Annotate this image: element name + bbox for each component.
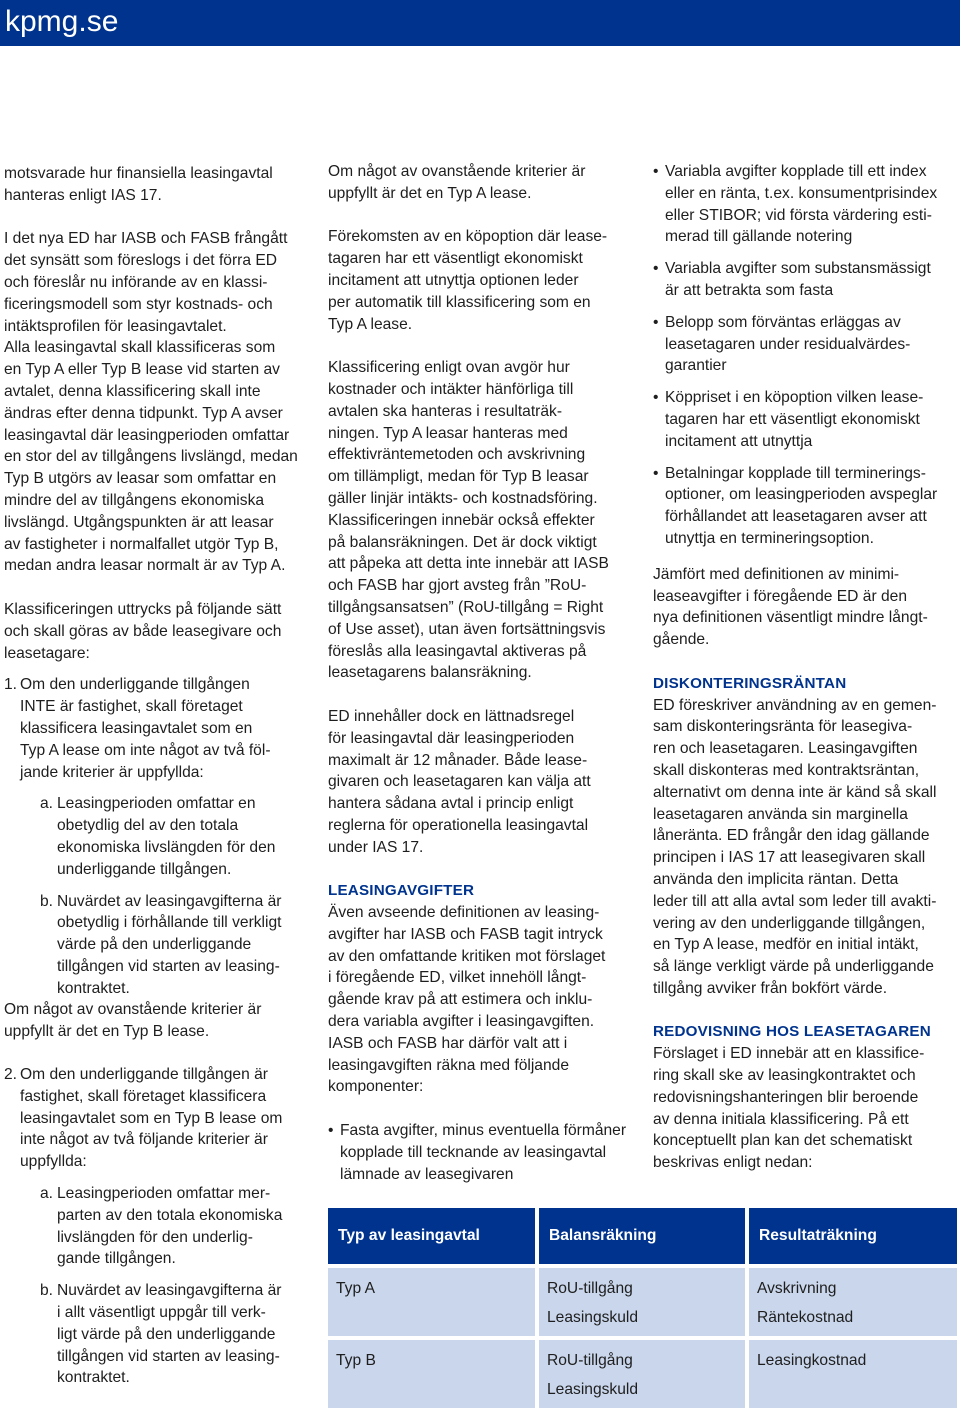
bullet-item (653, 312, 958, 377)
table-header-cell: Resultaträkning (747, 1208, 957, 1266)
sublist-text: Leasingperioden omfattar en obetydlig del av den totala ekonomiska livslängden för den underliggande tillgången. (57, 795, 276, 878)
header-bar (0, 0, 960, 46)
list-item-1a (40, 793, 308, 880)
bullet-icon: • (653, 389, 659, 407)
column-1 (4, 163, 308, 1389)
sublist-text: Nuvärdet av leasingavgifterna är i allt väsentligt uppgår till verk- ligt värde på den underliggande tillgången vid starten av leasing- kontraktet. (57, 1282, 282, 1387)
bullet-icon: • (328, 1122, 334, 1140)
lease-type-table (328, 1208, 957, 1408)
col2-paragraph-5: Även avseende definitionen av leasing- avgifter har IASB och FASB tagit intryck av den omfattande kritiken mot förslaget i föregående ED, vilket innehöll långt- gående krav på att estimera och inklu- dera variabla avgifter i leasingavgiften. IASB och FASB har därför valt att i leasingavgiften räkna med följande komponenter: (328, 904, 606, 1096)
col1-paragraph-3: Klassificeringen uttrycks på följande sätt och skall göras av både leasegivare och leasetagare: (4, 600, 282, 662)
table-cell: Typ B (328, 1338, 537, 1408)
bullet-item (653, 161, 958, 248)
sublist-letter: a. (40, 795, 54, 813)
table-cell: Avskrivning Räntekostnad (747, 1266, 957, 1338)
list-item-text: Om den underliggande tillgången INTE är fastighet, skall företaget klassificera leasingavtalet som en Typ A lease om inte något av två föl- jande kriterier är uppfyllda: (20, 676, 271, 781)
column-2 (328, 161, 633, 1185)
table-row (328, 1266, 957, 1338)
bullet-text: Fasta avgifter, minus eventuella förmåner kopplade till tecknande av leasingavtal lämnade av leasegivaren (340, 1122, 627, 1183)
bullet-item (328, 1120, 633, 1185)
col3-bullet-list (653, 161, 958, 550)
col2-paragraph-3: Klassificering enligt ovan avgör hur kostnader och intäkter hänförliga till avtalen ska hanteras i resultaträk- ningen. Typ A leasar hanteras med effektivräntemetoden och avskrivning om tillämpligt, medan för Typ B leasar gäller linjär intäkts- och kostnadsföring. Klassificeringen innebär också effekter på balansräkningen. Det är dock viktigt att påpeka att detta inte innebär att IASB och FASB har gjort avsteg från ”RoU- tillgångsansatsen” (RoU-tillgång = Right of Use asset), utan även fortsättningsvis föreslås alla leasingavtal aktiveras på leasetagarens balansräkning. (328, 359, 609, 682)
col3-paragraph-3: Förslaget i ED innebär att en klassifice- ring skall ske av leasingkontraktet och redovisningshanteringen blir beroende av denna initiala klassificering. På ett konceptuellt plan kan det schematiskt beskrivas enligt nedan: (653, 1045, 925, 1172)
sublist-text: Leasingperioden omfattar mer- parten av den totala ekonomiska livslängden för den underlig- gande tillgången. (57, 1185, 283, 1268)
table-cell: Leasingkostnad (747, 1338, 957, 1408)
sublist-letter: b. (40, 892, 54, 910)
table-row (328, 1338, 957, 1408)
col1-paragraph-2: I det nya ED har IASB och FASB frångått det synsätt som föreslogs i det förra ED och föreslår nu införande av en klassi- ficeringsmodell som styr kostnads- och intäktsprofilen för leasingavtalet. Alla leasingavtal skall klassificeras som en Typ A eller Typ B lease vid starten av avtalet, denna klassificering skall inte ändras efter denna tidpunkt. Typ A avser leasingavtal där leasingperioden omfattar en stor del av tillgångens livslängd, medan Typ B utgörs av leasar som omfattar en mindre del av tillgångens ekonomiska livslängd. Utgångspunkten är att leasar av fastigheter i normalfallet utgör Typ B, medan andra leasar normalt är av Typ A. (4, 230, 298, 575)
list-item-1b (40, 891, 308, 1000)
table-cell: RoU-tillgång Leasingskuld (537, 1338, 747, 1408)
bullet-item (653, 387, 958, 452)
bullet-text: Belopp som förväntas erläggas av leasetagaren under residualvärdes- garantier (665, 313, 911, 375)
section-heading-diskonteringsrantan: DISKONTERINGSRÄNTAN (653, 674, 847, 692)
col2-paragraph-2: Förekomsten av en köpoption där lease- tagaren har ett väsentligt ekonomiskt incitament att utnyttja optionen leder per automatik till klassificering som en Typ A lease. (328, 228, 608, 333)
list-item-2a (40, 1183, 308, 1270)
bullet-icon: • (653, 464, 659, 482)
sublist-letter: b. (40, 1282, 54, 1300)
column-3 (653, 161, 958, 1174)
list-number: 1. (4, 676, 18, 694)
bullet-text: Betalningar kopplade till terminerings- optioner, om leasingperioden avspeglar förhållandet att leasetagaren avser att utnyttja en termineringsoption. (665, 464, 938, 547)
table-header-row (328, 1208, 957, 1266)
sublist-letter: a. (40, 1185, 54, 1203)
bullet-item (653, 258, 958, 302)
bullet-icon: • (653, 260, 659, 278)
table-header-cell: Balansräkning (537, 1208, 747, 1266)
site-name[interactable]: kpmg.se (5, 5, 119, 38)
section-heading-leasingavgifter: LEASINGAVGIFTER (328, 882, 475, 900)
list-item-1 (4, 674, 308, 783)
list-item-2b (40, 1280, 308, 1389)
bullet-text: Köppriset i en köpoption vilken lease- tagaren har ett väsentligt ekonomiskt incitament att utnyttja (665, 389, 924, 450)
col2-paragraph-4: ED innehåller dock en lättnadsregel för leasingavtal där leasingperioden maximalt är 12 månader. Både lease- givaren och leasetagaren kan välja att hantera sådana avtal i princip enligt reglerna för operationella leasingavtal under IAS 17. (328, 707, 591, 856)
bullet-text: Variabla avgifter som substansmässigt är att betrakta som fasta (665, 260, 931, 299)
bullet-text: Variabla avgifter kopplade till ett index eller en ränta, t.ex. konsumentprisindex eller STIBOR; vid första värdering esti- merad till gällande notering (665, 163, 938, 246)
col3-paragraph-1: Jämfört med definitionen av minimi- leaseavgifter i föregående ED är den nya definitionen väsentligt mindre långt- gående. (653, 565, 928, 649)
table-cell: Typ A (328, 1266, 537, 1338)
col2-paragraph-1: Om något av ovanstående kriterier är uppfyllt är det en Typ A lease. (328, 163, 586, 202)
table-header-cell: Typ av leasingavtal (328, 1208, 537, 1266)
sublist-text: Nuvärdet av leasingavgifterna är obetydlig i förhållande till verkligt värde på den underliggande tillgången vid starten av leasing- kontraktet. (57, 892, 282, 997)
col1-after-item-1: Om något av ovanstående kriterier är uppfyllt är det en Typ B lease. (4, 1001, 262, 1041)
bullet-item (653, 463, 958, 550)
col3-paragraph-2: ED föreskriver användning av en gemen- sam diskonteringsränta för leasegiva- ren och leasetagaren. Leasingavgiften skall diskonteras med kontraktsräntan, alternativt om denna inte är känd så skall leasetagaren använda sin marginella låneränta. ED frångår den idag gällande principen i IAS 17 att leasegivaren skall använda den implicita räntan. Detta leder till att alla avtal som leder till avakti- vering av den underliggande tillgången, en Typ A lease, medför en initial intäkt, så länge verkligt värde på underliggande tillgång avviker från bokfört värde. (653, 696, 937, 997)
list-item-2 (4, 1064, 308, 1173)
bullet-icon: • (653, 163, 659, 180)
list-number: 2. (4, 1066, 18, 1084)
table-cell: RoU-tillgång Leasingskuld (537, 1266, 747, 1338)
section-heading-redovisning: REDOVISNING HOS LEASETAGAREN (653, 1023, 931, 1041)
col1-paragraph-1: motsvarade hur finansiella leasingavtal hanteras enligt IAS 17. (4, 165, 273, 204)
col2-bullet-list (328, 1120, 633, 1185)
list-item-text: Om den underliggande tillgången är fastighet, skall företaget klassificera leasingavtalet som en Typ B lease om inte något av två följande kriterier är uppfyllda: (20, 1066, 283, 1171)
bullet-icon: • (653, 313, 659, 331)
